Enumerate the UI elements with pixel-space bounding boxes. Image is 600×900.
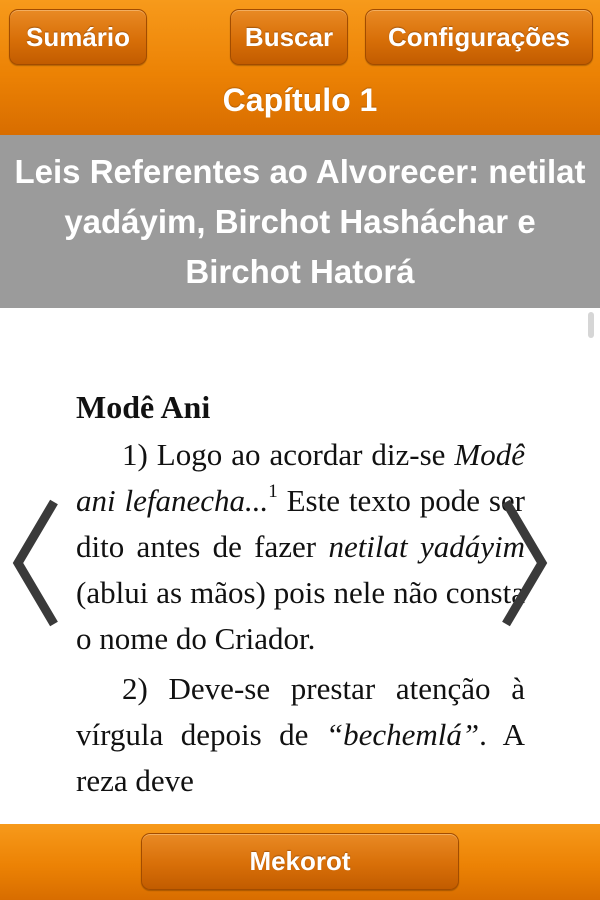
paragraph-2-text: 2) Deve-se prestar atenção à vírgula depois de [76,671,525,752]
chevron-right-icon [500,498,550,628]
reading-pane[interactable] [0,308,600,824]
paragraph-1-italic-phrase: Modê ani lefanecha... [76,437,525,518]
section-title: Leis Referentes ao Alvorecer: netilat yadáyim, Birchot Hasháchar e Birchot Hatorá [14,152,586,290]
paragraph-1-italic-term: netilat yadáyim [328,529,525,564]
chapter-title: Capítulo 1 [222,82,378,118]
chapter-text [76,384,525,808]
paragraph-1 [76,432,525,662]
subsection-heading: Modê Ani [76,389,211,425]
sources-button[interactable]: Mekorot [141,833,459,890]
chevron-left-icon [10,498,60,628]
paragraph-2-text: . A reza deve [76,717,525,798]
paragraph-2-quoted-term: “bechemlá” [325,717,480,752]
settings-button[interactable]: Configurações [365,9,593,65]
search-button[interactable]: Buscar [230,9,348,65]
top-toolbar [0,0,600,135]
paragraph-2 [76,666,525,804]
next-page-button[interactable] [500,498,550,628]
summary-button[interactable]: Sumário [9,9,147,65]
paragraph-1-text: 1) Logo ao acordar diz-se [122,437,455,472]
scrollbar-thumb[interactable] [588,312,594,338]
paragraph-1-text: (ablui as mãos) pois nele não consta o nome do Criador. [76,575,525,656]
paragraph-1-text: Este texto pode ser dito antes de fazer [76,483,526,564]
footnote-marker[interactable]: 1 [268,481,278,502]
previous-page-button[interactable] [10,498,60,628]
section-header [0,135,600,308]
bottom-toolbar [0,824,600,900]
